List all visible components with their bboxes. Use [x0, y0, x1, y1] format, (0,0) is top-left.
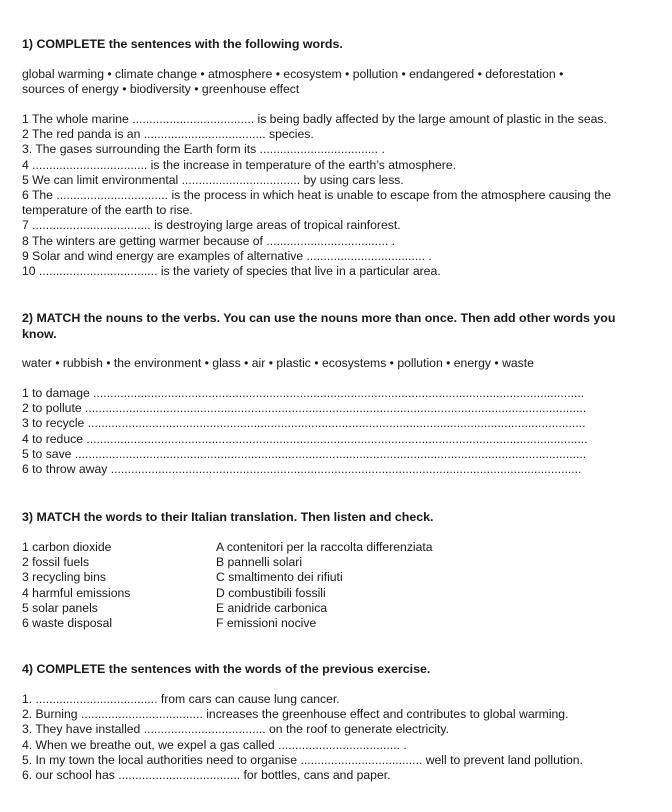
exercise-2-wordbank	[22, 356, 534, 371]
italian-term: E anidride carbonica	[216, 600, 328, 615]
sentence: 5. In my town the local authorities need to organise .................................... well to prevent land pollution.	[22, 752, 583, 767]
sentence: 3. They have installed .................................... on the roof to generate electricity.	[22, 722, 449, 737]
exercise-2-verbs	[22, 386, 660, 477]
title-line: know.	[22, 327, 57, 341]
verb-line: 6 to throw away ...........................................................................................................................................	[22, 462, 582, 477]
italian-term: B pannelli solari	[216, 555, 303, 570]
match-row	[22, 601, 662, 616]
title-line: 2) MATCH the nouns to the verbs. You can use the nouns more than once. Then add other words you	[22, 311, 616, 325]
sentence: 5 We can limit environmental ................................... by using cars less.	[22, 172, 404, 187]
sentence: 6. our school has .................................... for bottles, cans and paper.	[22, 768, 391, 783]
italian-term: F emissioni nocive	[216, 615, 317, 630]
sentence: 2 The red panda is an .................................... species.	[22, 127, 314, 142]
match-row	[22, 555, 662, 570]
english-term: 3 recycling bins	[22, 570, 106, 585]
english-term: 6 waste disposal	[22, 615, 113, 630]
verb-line: 5 to save .......................................................................................................................................................	[22, 446, 587, 461]
exercise-3-match-table	[22, 540, 662, 631]
exercise-4-title	[22, 661, 430, 677]
exercise-2-title	[22, 310, 615, 342]
verb-line: 1 to damage .................................................................................................................................................	[22, 386, 585, 400]
exercise-1-sentences	[22, 112, 611, 279]
title-line: 4) COMPLETE the sentences with the words of the previous exercise.	[22, 662, 431, 676]
sentence: 1. .................................... from cars can cause lung cancer.	[22, 692, 340, 706]
match-row	[22, 540, 662, 555]
sentence: 2. Burning .................................... increases the greenhouse effect and contributes to global warming.	[22, 707, 569, 722]
english-term: 4 harmful emissions	[22, 585, 131, 600]
verb-line: 3 to recycle ...................................................................................................................................................	[22, 416, 586, 431]
match-row	[22, 616, 662, 631]
wordbank-line: global warming • climate change • atmosphere • ecosystem • pollution • endangered • deforestation •	[22, 67, 564, 81]
verb-line: 2 to pollute ....................................................................................................................................................	[22, 401, 587, 416]
sentence: 4. When we breathe out, we expel a gas called .................................... .	[22, 737, 407, 752]
sentence: 7 ................................... is destroying large areas of tropical rainforest.	[22, 218, 401, 233]
italian-term: D combustibili fossili	[216, 585, 326, 600]
italian-term: A contenitori per la raccolta differenziata	[216, 540, 433, 554]
exercise-1	[22, 36, 343, 52]
english-term: 5 solar panels	[22, 600, 98, 615]
exercise-1-wordbank	[22, 67, 563, 97]
sentence: 1 The whole marine .................................... is being badly affected by the large amount of plastic in the seas.	[22, 112, 607, 126]
verb-line: 4 to reduce ....................................................................................................................................................	[22, 431, 588, 446]
sentence: temperature of the earth to rise.	[22, 203, 193, 218]
sentence: 6 The ................................. is the process in which heat is unable to escape from the atmosphere causing the	[22, 188, 612, 203]
sentence: 8 The winters are getting warmer because of .................................... .	[22, 233, 395, 248]
match-row	[22, 586, 662, 601]
sentence: 9 Solar and wind energy are examples of alternative ................................... .	[22, 248, 432, 263]
sentence: 3. The gases surrounding the Earth form its ................................... .	[22, 142, 385, 157]
wordbank-line: sources of energy • biodiversity • greenhouse effect	[22, 82, 300, 97]
exercise-1-title: 1) COMPLETE the sentences with the following words.	[22, 37, 343, 51]
sentence: 4 .................................. is the increase in temperature of the earth’s atmosphere.	[22, 157, 456, 172]
english-term: 1 carbon dioxide	[22, 540, 112, 554]
sentence: 10 ................................... is the variety of species that live in a particular area.	[22, 264, 441, 279]
wordbank-line: water • rubbish • the environment • glass • air • plastic • ecosystems • pollution • energy • waste	[22, 356, 534, 370]
italian-term: C smaltimento dei rifiuti	[216, 570, 343, 585]
english-term: 2 fossil fuels	[22, 555, 90, 570]
exercise-3-title	[22, 509, 433, 525]
exercise-4-sentences	[22, 692, 583, 783]
title-line: 3) MATCH the words to their Italian translation. Then listen and check.	[22, 510, 434, 524]
match-row	[22, 570, 662, 585]
